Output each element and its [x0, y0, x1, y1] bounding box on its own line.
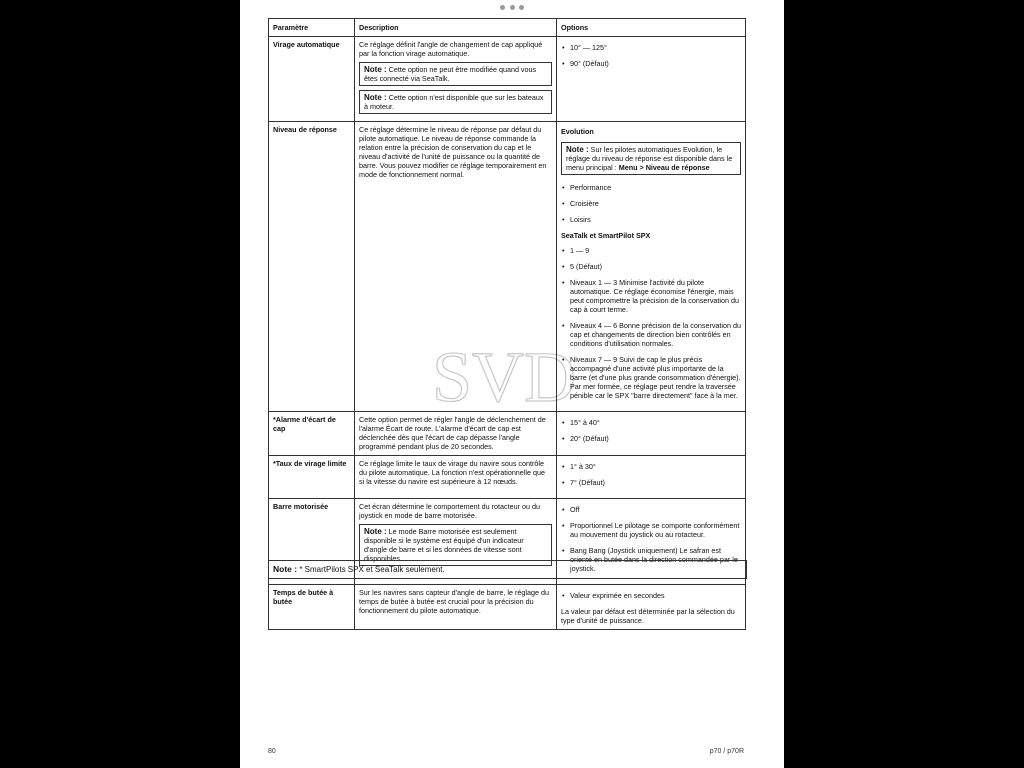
- more-options-icon[interactable]: [500, 5, 524, 13]
- seatalk-title: SeaTalk et SmartPilot SPX: [561, 231, 651, 240]
- note-label: Note :: [364, 93, 387, 102]
- list-item: • Croisière: [561, 199, 741, 208]
- list-item: • 1 — 9: [561, 246, 741, 255]
- list-item: • 1° à 30°: [561, 462, 741, 471]
- header-options: Options: [557, 19, 746, 37]
- footnote-text: * SmartPilots SPX et SeaTalk seulement.: [299, 565, 445, 574]
- description-cell: Ce réglage limite le taux de virage du navire sous contrôle du pilote automatique. La fonction n'est opérationnelle que si la vitesse du navire est supérieure à 12 nœuds.: [355, 456, 557, 499]
- description-text: Ce réglage détermine le niveau de réponse par défaut du pilote automatique. Le niveau de réponse commande la relation entre la précision de conservation du cap et le niveau d'activité de l'unité de puissance ou la quantité de barre. Vous pouvez modifier ce réglage temporairement en mode de fonctionnement normal.: [359, 125, 547, 179]
- list-item: • Niveaux 4 — 6 Bonne précision de la conservation du cap et changements de direction bien contrôlés en conditions d'utilisation normales.: [561, 321, 741, 348]
- description-cell: [355, 37, 557, 122]
- note-text: Le mode Barre motorisée est seulement disponible si le système est équipé d'un indicateur d'angle de barre et si les données de vitesse sont disponibles: [364, 527, 524, 563]
- list-item: • Bang Bang (Joystick uniquement) Le safran est orienté en butée dans la direction commandée par le joystick.: [561, 546, 741, 573]
- list-item: • 7° (Défaut): [561, 478, 741, 487]
- list-item: • 20° (Défaut): [561, 434, 741, 443]
- list-item: • Niveaux 1 — 3 Minimise l'activité du pilote automatique. Ce réglage économise l'énergie, mais peut compromettre la précision de la conservation du cap à court terme.: [561, 278, 741, 314]
- note-text: Sur les pilotes automatiques Evolution, le réglage du niveau de réponse est disponible dans le menu principal :: [566, 145, 733, 172]
- options-cell: [557, 456, 746, 499]
- list-item: • 10° — 125°: [561, 43, 741, 52]
- list-item: • Niveaux 7 — 9 Suivi de cap le plus précis accompagné d'une activité plus importante de la barre (et d'une plus grande consommation d'énergie). Par mer formée, ce réglage peut rendre la traversée pénible car le SPX "barre directement" face à la mer.: [561, 355, 741, 400]
- model-name: p70 / p70R: [709, 748, 744, 755]
- menu-path: Menu > Niveau de réponse: [618, 163, 710, 172]
- page-number: 80: [268, 748, 276, 755]
- description-text: Cet écran détermine le comportement du rotacteur ou du joystick en mode de barre motorisée.: [359, 502, 540, 520]
- svg-text:SVD: SVD: [431, 343, 577, 413]
- table-row: [269, 456, 746, 499]
- note-box: [561, 142, 741, 175]
- description-text: Ce réglage définit l'angle de changement de cap appliqué par la fonction virage automatique.: [359, 40, 543, 58]
- header-parametre: Paramètre: [269, 19, 355, 37]
- param-cell: *Alarme d'écart de cap: [269, 412, 355, 456]
- note-label: Note :: [566, 145, 589, 154]
- note-label: Note :: [364, 65, 387, 74]
- table-row: [269, 37, 746, 122]
- options-cell: [557, 585, 746, 630]
- param-cell: Niveau de réponse: [269, 122, 355, 412]
- note-box: [359, 90, 552, 114]
- manual-page: [240, 0, 784, 768]
- table-row: [269, 122, 746, 412]
- table-header-row: [269, 19, 746, 37]
- list-item: • Off: [561, 505, 741, 514]
- list-item: • Proportionnel Le pilotage se comporte conformément au mouvement du joystick ou au rotacteur.: [561, 521, 741, 539]
- param-cell: Barre motorisée: [269, 499, 355, 585]
- parameters-table: [268, 18, 746, 630]
- list-item: • Loisirs: [561, 215, 741, 224]
- note-label: Note :: [273, 564, 298, 574]
- options-cell: [557, 122, 746, 412]
- list-item: • 15° à 40°: [561, 418, 741, 427]
- options-extra: La valeur par défaut est déterminée par la sélection du type d'unité de puissance.: [561, 607, 735, 625]
- table-row: [269, 412, 746, 456]
- options-cell: [557, 37, 746, 122]
- list-item: • Valeur exprimée en secondes: [561, 591, 741, 600]
- note-box: [359, 62, 552, 86]
- header-description: Description: [355, 19, 557, 37]
- description-cell: Cette option permet de régler l'angle de déclenchement de l'alarme Écart de route. L'alarme d'écart de cap est déclenchée dès que l'écart de cap dépasse l'angle programmé pendant plus de 20 secondes.: [355, 412, 557, 456]
- note-text: Cette option ne peut être modifiée quand vous êtes connecté via SeaTalk.: [364, 65, 537, 83]
- note-label: Note :: [364, 527, 387, 536]
- note-text: Cette option n'est disponible que sur les bateaux à moteur.: [364, 93, 544, 111]
- table-row: [269, 585, 746, 630]
- list-item: • Performance: [561, 183, 741, 192]
- description-cell: [355, 122, 557, 412]
- param-cell: Temps de butée à butée: [269, 585, 355, 630]
- description-cell: Sur les navires sans capteur d'angle de barre, le réglage du temps de butée à butée est crucial pour la précision du fonctionnement du pilote automatique.: [355, 585, 557, 630]
- options-cell: [557, 412, 746, 456]
- param-cell: Virage automatique: [269, 37, 355, 122]
- param-cell: *Taux de virage limite: [269, 456, 355, 499]
- list-item: • 90° (Défaut): [561, 59, 741, 68]
- list-item: • 5 (Défaut): [561, 262, 741, 271]
- footnote-box: [268, 560, 747, 579]
- evolution-title: Evolution: [561, 127, 594, 136]
